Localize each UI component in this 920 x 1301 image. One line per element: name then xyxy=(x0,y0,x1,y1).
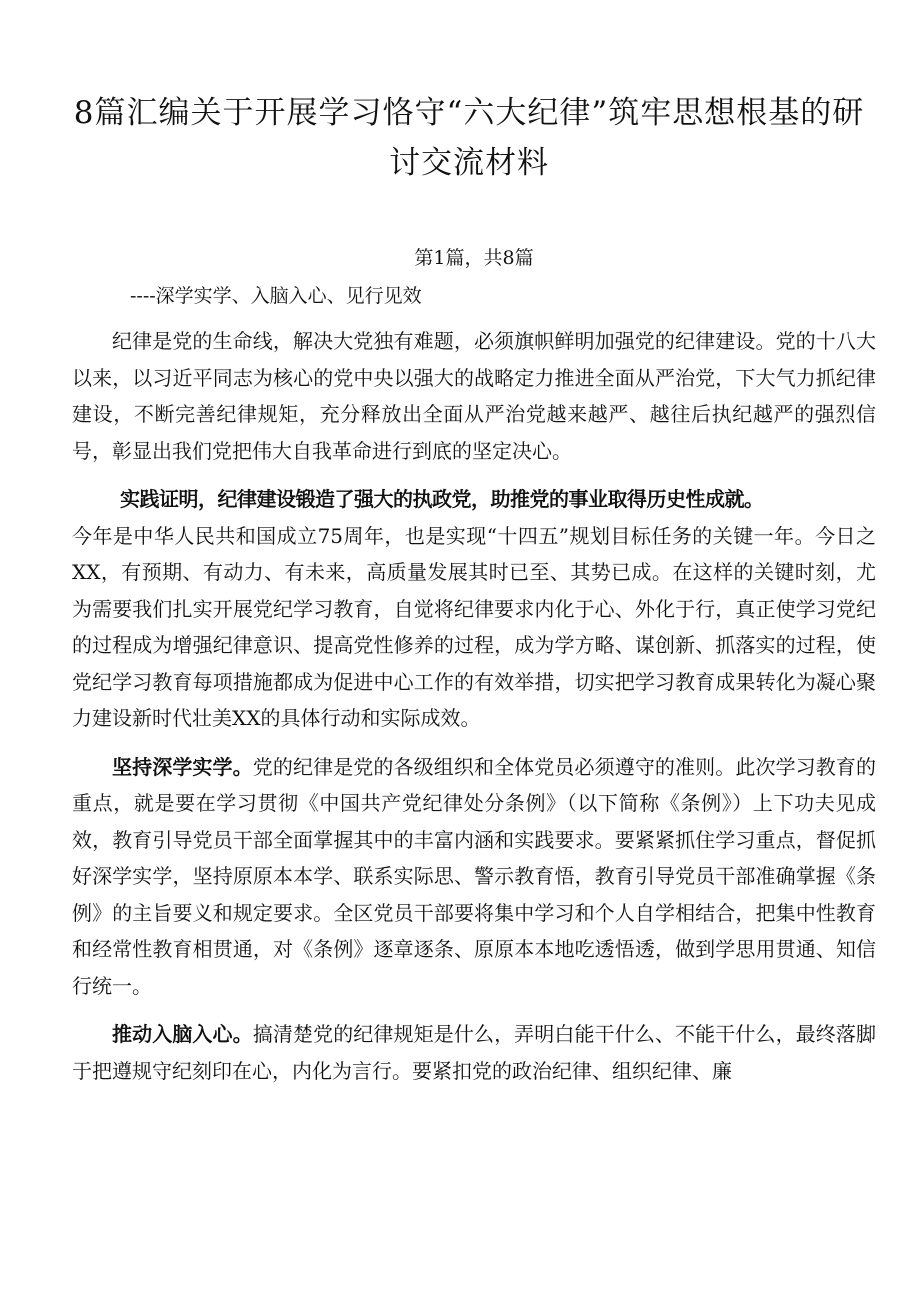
document-subtitle: ----深学实学、入脑入心、见行见效 xyxy=(130,285,422,307)
paragraph-practice-proves: 实践证明，纪律建设锻造了强大的执政党，助推党的事业取得历史性成就。 xyxy=(120,487,764,511)
paragraph-into-mind xyxy=(72,1016,876,1089)
document-title: 8篇汇编关于开展学习恪守“六大纪律”筑牢思想根基的研讨交流材料 xyxy=(73,95,865,181)
paragraph-lead-deep-study: 坚持深学实学。 xyxy=(112,754,253,779)
chapter-indicator: 第1篇，共8篇 xyxy=(414,247,534,269)
paragraph-body-into-mind: 搞清楚党的纪律规矩是什么，弄明白能干什么、不能干什么，最终落脚于把遵规守纪刻印在心，内化为言行。要紧扣党的政治纪律、组织纪律、廉 xyxy=(72,1022,877,1083)
paragraph-deep-study xyxy=(72,749,876,1005)
paragraph-lead-into-mind: 推动入脑入心。 xyxy=(112,1022,253,1046)
paragraph-anniversary: 今年是中华人民共和国成立75周年，也是实现“十四五”规划目标任务的关键一年。今日之XX，有预期、有动力、有未来，高质量发展其时已至、其势已成。在这样的关键时刻，尤为需要我们扎实开展党纪学习教育，自觉将纪律要求内化于心、外化于行，真正使学习党纪的过程成为增强纪律意识、提高党性修养的过程，成为学方略、谋创新、抓落实的过程，使党纪学习教育每项措施都成为促进中心工作的有效举措，切实把学习教育成果转化为凝心聚力建设新时代壮美XX的具体行动和实际成效。 xyxy=(72,523,876,730)
paragraph-intro: 纪律是党的生命线，解决大党独有难题，必须旗帜鲜明加强党的纪律建设。党的十八大以来，以习近平同志为核心的党中央以强大的战略定力推进全面从严治党，下大气力抓纪律建设，不断完善纪律规矩，充分释放出全面从严治党越来越严、越往后执纪越严的强烈信号，彰显出我们党把伟大自我革命进行到底的坚定决心。 xyxy=(72,329,876,463)
paragraph-body-deep-study: 党的纪律是党的各级组织和全体党员必须遵守的准则。此次学习教育的重点，就是要在学习贯彻《中国共产党纪律处分条例》（以下简称《条例》）上下功夫见成效，教育引导党员干部全面掌握其中的丰富内涵和实践要求。要紧紧抓住学习重点，督促抓好深学实学，坚持原原本本学、联系实际思、警示教育悟，教育引导党员干部准确掌握《条例》的主旨要义和规定要求。全区党员干部要将集中学习和个人自学相结合，把集中性教育和经常性教育相贯通，对《条例》逐章逐条、原原本本地吃透悟透，做到学思用贯通、知信行统一。 xyxy=(72,754,877,998)
